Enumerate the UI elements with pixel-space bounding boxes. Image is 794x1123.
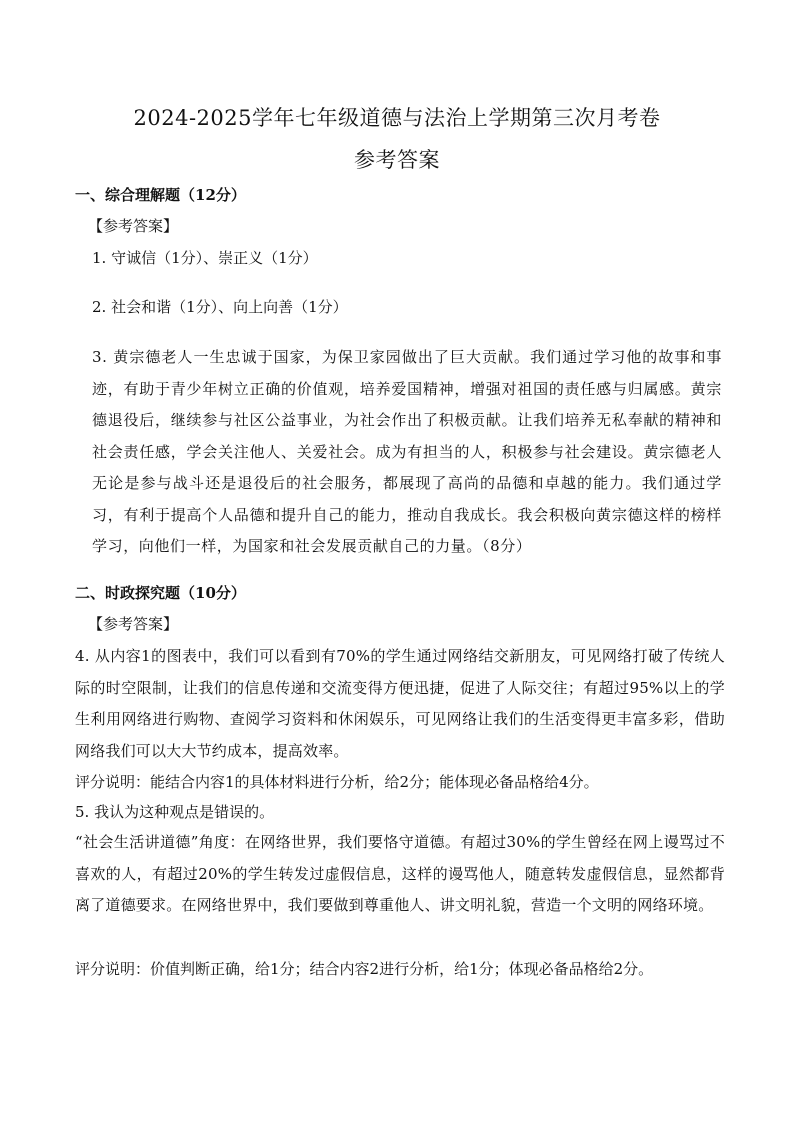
section-1-reference-label: 【参考答案】 — [88, 217, 179, 235]
answer-1: 1. 守诚信（1分）、崇正义（1分） — [92, 249, 318, 267]
answer-3: 3. 黄宗德老人一生忠诚于国家，为保卫家园做出了巨大贡献。我们通过学习他的故事和事迹，有助于青少年树立正确的价值观，培养爱国精神，增强对祖国的责任感与归属感。黄宗德退役后，继续参与社区公益事业，为社会作出了积极贡献。让我们培养无私奉献的精神和社会责任感，学会关注他人、关爱社会。成为有担当的人，积极参与社会建设。黄宗德老人无论是参与战斗还是退役后的社会服务，都展现了高尚的品德和卓越的能力。我们通过学习，有利于提高个人品德和提升自己的能力，推动自我成长。我会积极向黄宗德这样的榜样学习，向他们一样，为国家和社会发展贡献自己的力量。（8分） — [92, 348, 722, 555]
document-subtitle: 参考答案 — [354, 148, 440, 172]
section-2-reference-label: 【参考答案】 — [88, 615, 179, 633]
document-title: 2024-2025学年七年级道德与法治上学期第三次月考卷 — [133, 106, 661, 130]
answer-4: 4. 从内容1的图表中，我们可以看到有70%的学生通过网络结交新朋友，可见网络打破了传统人际的时空限制，让我们的信息传递和交流变得方便迅捷，促进了人际交往；有超过95%以上的学生利用网络进行购物、查阅学习资料和休闲娱乐，可见网络让我们的生活变得更丰富多彩，借助网络我们可以大大节约成本，提高效率。 — [75, 647, 725, 760]
section-1-heading: 一、综合理解题（12分） — [75, 186, 246, 204]
section-2-heading: 二、时政探究题（10分） — [75, 584, 246, 602]
answer-4-scoring: 评分说明：能结合内容1的具体材料进行分析，给2分；能体现必备品格给4分。 — [75, 773, 599, 791]
answer-5: “社会生活讲道德”角度：在网络世界，我们要恪守道德。有超过30%的学生曾经在网上谩骂过不喜欢的人，有超过20%的学生转发过虚假信息，这样的谩骂他人，随意转发虚假信息，显然都背离了道德要求。在网络世界中，我们要做到尊重他人、讲文明礼貌，营造一个文明的网络环境。 — [75, 833, 725, 914]
answer-2: 2. 社会和谐（1分）、向上向善（1分） — [92, 298, 348, 316]
answer-5-scoring: 评分说明：价值判断正确，给1分；结合内容2进行分析，给1分；体现必备品格给2分。 — [75, 960, 654, 978]
answer-5-intro: 5. 我认为这种观点是错误的。 — [75, 803, 275, 821]
